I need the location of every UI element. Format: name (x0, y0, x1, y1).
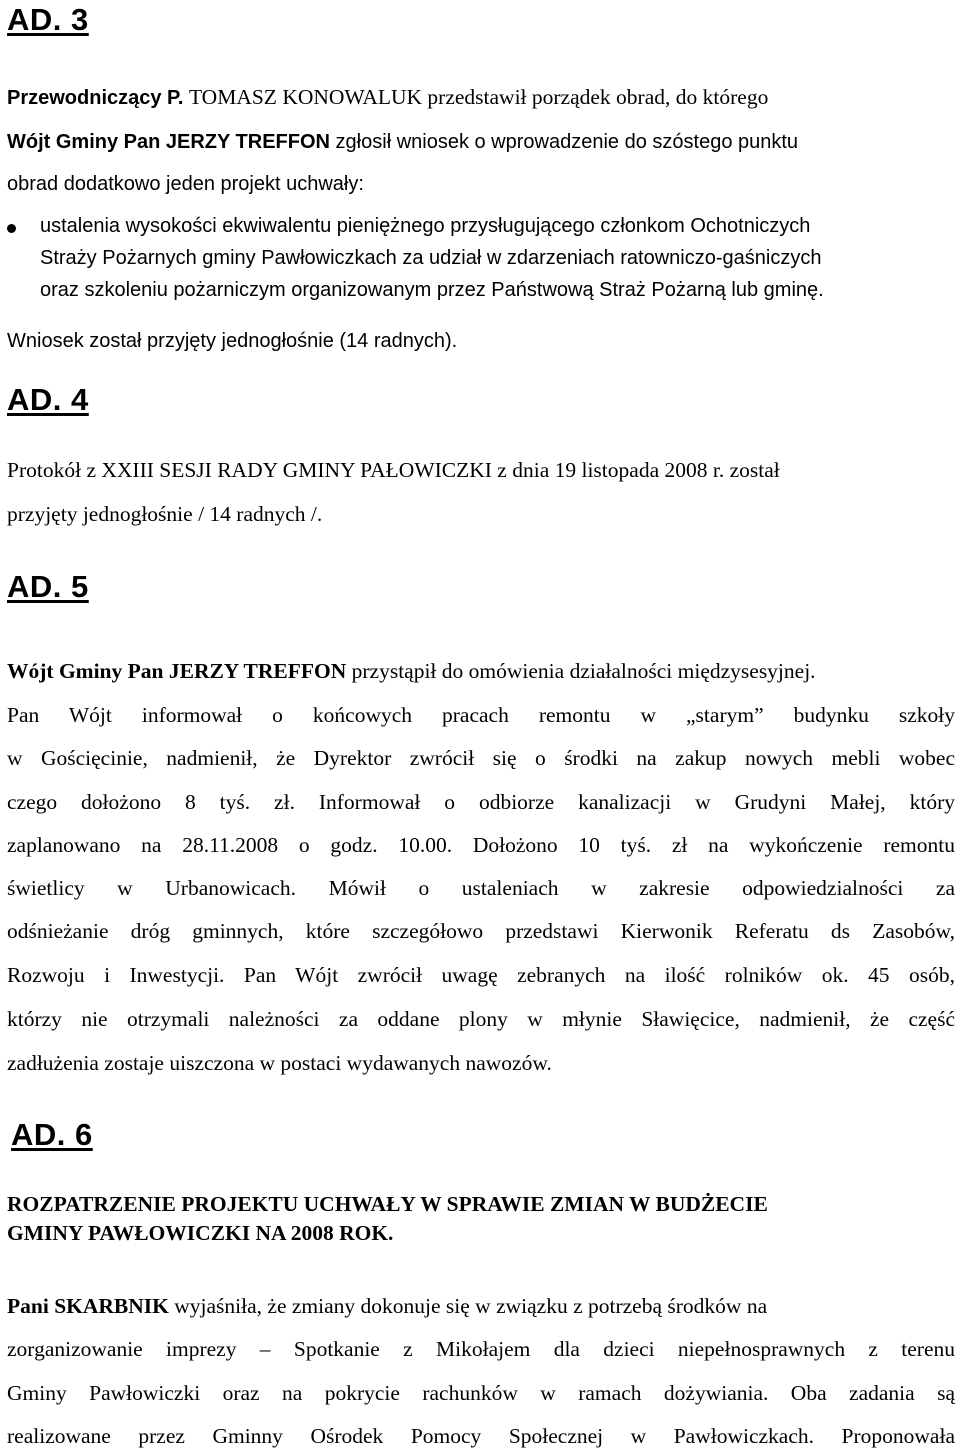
bullet-line-3: oraz szkoleniu pożarniczym organizowanym przez Państwową Straż Pożarną lub gminę. (40, 279, 824, 301)
ad6-paragraph-line: Gminy Pawłowiczki oraz na pokrycie rachunków w ramach dożywiania. Oba zadania są (7, 1381, 955, 1405)
ad5-paragraph-line: odśnieżanie dróg gminnych, które szczegółowo przedstawi Kierwonik Referatu ds Zasobów, (7, 919, 955, 943)
ad5-lead-rest: przystąpił do omówienia działalności międzysesyjnej. (346, 659, 816, 683)
ad5-paragraph-line: świetlicy w Urbanowicach. Mówił o ustaleniach w zakresie odpowiedzialności za (7, 876, 955, 900)
bullet-icon (7, 224, 16, 233)
ad5-paragraph-line: czego dołożono 8 tyś. zł. Informował o odbiorze kanalizacji w Grudyni Małej, który (7, 790, 955, 814)
ad6-title-line-1: ROZPATRZENIE PROJEKTU UCHWAŁY W SPRAWIE ZMIAN W BUDŻECIE (7, 1192, 768, 1216)
chairman-label: Przewodniczący P. (7, 87, 189, 109)
ad3-intro-line-1 (7, 85, 768, 110)
ad5-paragraph-line: Rozwoju i Inwestycji. Pan Wójt zwrócił uwagę zebranych na ilość rolników ok. 45 osób, (7, 963, 955, 987)
chairman-name: TOMASZ KONOWALUK (188, 85, 423, 109)
ad3-intro-line-3: obrad dodatkowo jeden projekt uchwały: (7, 173, 364, 195)
ad6-title-line-2: GMINY PAWŁOWICZKI NA 2008 ROK. (7, 1221, 394, 1245)
ad3-intro-1-rest: przedstawił porządek obrad, do którego (422, 85, 769, 109)
section-heading-ad4: AD. 4 (7, 382, 89, 417)
ad6-lead-rest: wyjaśniła, że zmiany dokonuje się w związku z potrzebą środków na (168, 1294, 768, 1318)
bullet-line-2: Straży Pożarnych gminy Pawłowiczkach za udział w zdarzeniach ratowniczo-gaśniczych (40, 247, 822, 269)
ad5-paragraph-line: Pan Wójt informował o końcowych pracach remontu w „starym” budynku szkoły (7, 703, 955, 727)
ad3-result: Wniosek został przyjęty jednogłośnie (14 radnych). (7, 330, 458, 352)
ad5-paragraph-line: którzy nie otrzymali należności za oddane plony w młynie Sławięcice, nadmienił, że część (7, 1007, 955, 1031)
section-heading-ad5: AD. 5 (7, 569, 89, 604)
ad6-paragraph-line: realizowane przez Gminny Ośrodek Pomocy Społecznej w Pawłowiczkach. Proponowała (7, 1424, 955, 1448)
treasurer-label: Pani SKARBNIK (7, 1294, 169, 1318)
ad5-lead (7, 659, 816, 684)
bullet-line-1: ustalenia wysokości ekwiwalentu pieniężnego przysługującego członkom Ochotniczych (40, 215, 811, 237)
section-heading-ad6: AD. 6 (11, 1117, 93, 1152)
ad4-line-1: Protokół z XXIII SESJI RADY GMINY PAŁOWICZKI z dnia 19 listopada 2008 r. został (7, 458, 780, 482)
ad5-mayor-name: Wójt Gminy Pan JERZY TREFFON (7, 659, 347, 683)
ad6-paragraph-line: zorganizowanie imprezy – Spotkanie z Mikołajem dla dzieci niepełnosprawnych z terenu (7, 1337, 955, 1361)
section-heading-ad3: AD. 3 (7, 2, 89, 37)
ad4-line-2: przyjęty jednogłośnie / 14 radnych /. (7, 502, 323, 526)
ad3-intro-line-2 (7, 129, 798, 154)
ad3-intro-2-rest: zgłosił wniosek o wprowadzenie do szóstego punktu (330, 131, 799, 153)
ad5-paragraph-line: zaplanowano na 28.11.2008 o godz. 10.00. Dołożono 10 tyś. zł na wykończenie remontu (7, 833, 955, 857)
ad6-lead (7, 1294, 767, 1319)
ad5-paragraph-last-line: zadłużenia zostaje uiszczona w postaci wydawanych nawozów. (7, 1051, 552, 1075)
mayor-name: Wójt Gminy Pan JERZY TREFFON (7, 131, 330, 153)
ad5-paragraph-line: w Gościęcinie, nadmienił, że Dyrektor zwrócił się o środki na zakup nowych mebli wobec (7, 746, 955, 770)
